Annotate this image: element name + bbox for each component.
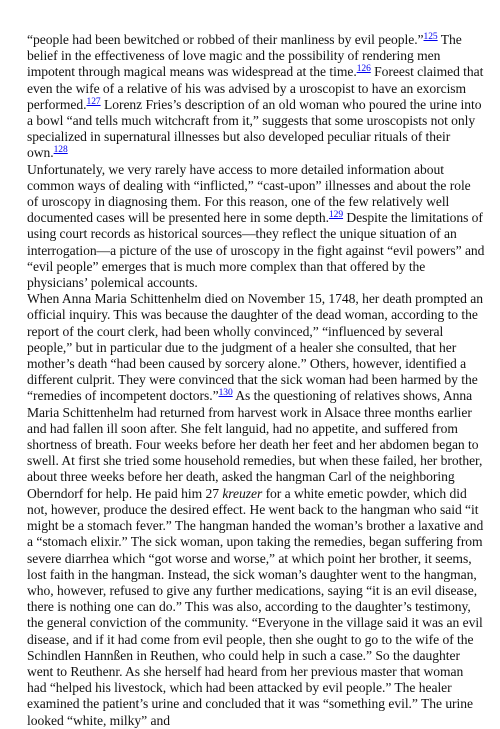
text-run: Lorenz Fries’s description of an old woman who poured the urine into a bowl “and tells much witchcraft from it,” suggests that some uroscopists not only specialized in supernatural illnesses but also developed peculiar rituals of their own. bbox=[27, 96, 482, 161]
body-paragraph bbox=[27, 291, 485, 728]
text-run: The belief in the effectiveness of love magic and the possibility of rendering men impotent through magical means was widespread at the time. bbox=[27, 32, 462, 80]
footnote-link[interactable]: 128 bbox=[53, 145, 68, 156]
text-run: for a white emetic powder, which did not, however, produce the desired effect. He went back to the hangman who said “it might be a stomach fever.” The hangman handed the woman’s brother a laxative and a “stomach elixir.” The sick woman, upon taking the remedies, began suffering from severe diarrhea which “got worse and worse,” at which point her brother, it seems, lost faith in the hangman. Instead, the sick woman’s daughter went to the hangman, who, however, refused to give any further medications, saying “it is an evil disease, there is nothing one can do.” This was also, according to the daughter’s testimony, the general conviction of the community. “Everyone in the village said it was an evil disease, and if it had come from evil people, then she ought to go to the wife of the Schindlen Hannßen in Reuthen, who could help in such a case.” So the daughter went to Reuthenr. As she herself had heard from her previous master that woman had “helped his livestock, which had been attacked by evil people.” The healer examined the patient’s urine and concluded that it was “something evil.” The urine looked “white, milky” and bbox=[27, 485, 484, 728]
body-paragraph bbox=[27, 32, 485, 162]
footnote-link[interactable]: 127 bbox=[86, 96, 101, 107]
footnote-link[interactable]: 130 bbox=[218, 388, 233, 399]
text-run: “people had been bewitched or robbed of their manliness by evil people.” bbox=[27, 32, 424, 47]
text-column bbox=[27, 32, 485, 729]
text-run: Foreest claimed that even the wife of a relative of his was advised by a uroscopist to have an exorcism performed. bbox=[27, 64, 484, 112]
text-run: As the questioning of relatives shows, Anna Maria Schittenhelm had returned from harvest work in Alsace three months earlier and had fallen ill soon after. She felt languid, had no appetite, and suffered from shortness of breath. Four weeks before her death her feet and her abdomen began to swell. At first she tried some household remedies, but when these failed, her brother, about three weeks before her death, asked the hangman Carl of the neighboring Oberndorf for help. He paid him 27 bbox=[27, 388, 483, 501]
footnote-link[interactable]: 125 bbox=[423, 32, 438, 42]
text-run: Unfortunately, we very rarely have access to more detailed information about common ways of dealing with “inflicted,” “cast-upon” illnesses and about the role of uroscopy in diagnosing them. For this reason, one of the few relatively well documented cases will be presented here in some depth. bbox=[27, 161, 471, 226]
footnote-link[interactable]: 126 bbox=[356, 64, 371, 75]
italic-term: kreuzer bbox=[222, 485, 263, 501]
text-run: Despite the limitations of using court records as historical sources—they reflect the unique situation of an interrogation—a picture of the use of uroscopy in the fight against “evil powers” and “evil people” emerges that is much more complex than that offered by the physicians’ polemical accounts. bbox=[27, 210, 485, 291]
footnote-link[interactable]: 129 bbox=[328, 210, 344, 221]
body-paragraph bbox=[27, 162, 485, 292]
text-run: When Anna Maria Schittenhelm died on November 15, 1748, her death prompted an official inquiry. This was because the daughter of the dead woman, according to the report of the court clerk, had been wholly convinced,” “influenced by several people,” but in particular due to the judgment of a healer she consulted, that her mother’s death “had been caused by sorcery alone.” Others, however, identified a different culprit. They were convinced that the sick woman had been harmed by the “remedies of incompetent doctors.” bbox=[27, 291, 483, 404]
